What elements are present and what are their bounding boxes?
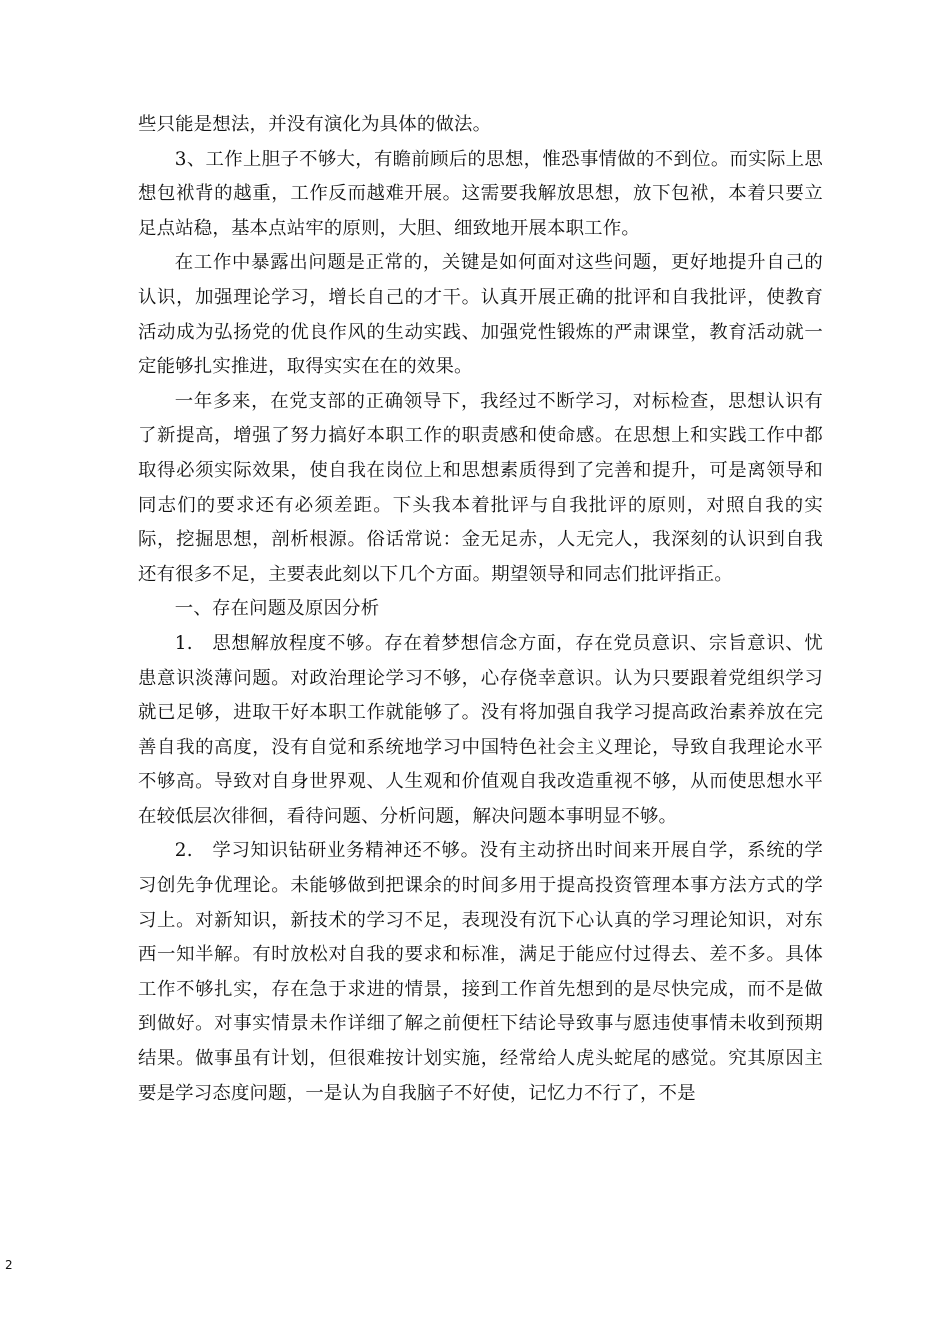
document-body [138, 108, 823, 1111]
paragraph-3: 在工作中暴露出问题是正常的，关键是如何面对这些问题，更好地提升自己的认识，加强理论学习，增长自己的才干。认真开展正确的批评和自我批评，使教育活动成为弘扬党的优良作风的生动实践、加强党性锻炼的严肃课堂，教育活动就一定能够扎实推进，取得实实在在的效果。 [138, 252, 823, 378]
paragraph-1: 些只能是想法，并没有演化为具体的做法。 [138, 114, 492, 135]
paragraph-4: 一年多来，在党支部的正确领导下，我经过不断学习，对标检查，思想认识有了新提高，增强了努力搞好本职工作的职责感和使命感。在思想上和实践工作中都取得必须实际效果，使自我在岗位上和思想素质得到了完善和提升，可是离领导和同志们的要求还有必须差距。下头我本着批评与自我批评的原则，对照自我的实际，挖掘思想，剖析根源。俗话常说：金无足赤，人无完人，我深刻的认识到自我还有很多不足，主要表此刻以下几个方面。期望领导和同志们批评指正。 [138, 390, 823, 585]
paragraph-5: 1. 思想解放程度不够。存在着梦想信念方面，存在党员意识、宗旨意识、忧患意识淡薄问题。对政治理论学习不够，心存侥幸意识。认为只要跟着党组织学习就已足够，进取干好本职工作就能够了。没有将加强自我学习提高政治素养放在完善自我的高度，没有自觉和系统地学习中国特色社会主义理论，导致自我理论水平不够高。导致对自身世界观、人生观和价值观自我改造重视不够，从而使思想水平在较低层次徘徊，看待问题、分析问题，解决问题本事明显不够。 [138, 632, 823, 827]
page-number: 2 [5, 1258, 13, 1272]
section-heading: 一、存在问题及原因分析 [174, 598, 380, 620]
paragraph-2: 3、工作上胆子不够大，有瞻前顾后的思想，惟恐事情做的不到位。而实际上思想包袱背的越重，工作反而越难开展。这需要我解放思想，放下包袱，本着只要立足点站稳，基本点站牢的原则，大胆、细致地开展本职工作。 [138, 148, 823, 239]
paragraph-6: 2. 学习知识钻研业务精神还不够。没有主动挤出时间来开展自学，系统的学习创先争优理论。未能够做到把课余的时间多用于提高投资管理本事方法方式的学习上。对新知识，新技术的学习不足，表现没有沉下心认真的学习理论知识，对东西一知半解。有时放松对自我的要求和标准，满足于能应付过得去、差不多。具体工作不够扎实，存在急于求进的情景，接到工作首先想到的是尽快完成，而不是做到做好。对事实情景未作详细了解之前便枉下结论导致事与愿违使事情未收到预期结果。做事虽有计划，但很难按计划实施，经常给人虎头蛇尾的感觉。究其原因主要是学习态度问题，一是认为自我脑子不好使，记忆力不行了，不是 [138, 840, 823, 1104]
